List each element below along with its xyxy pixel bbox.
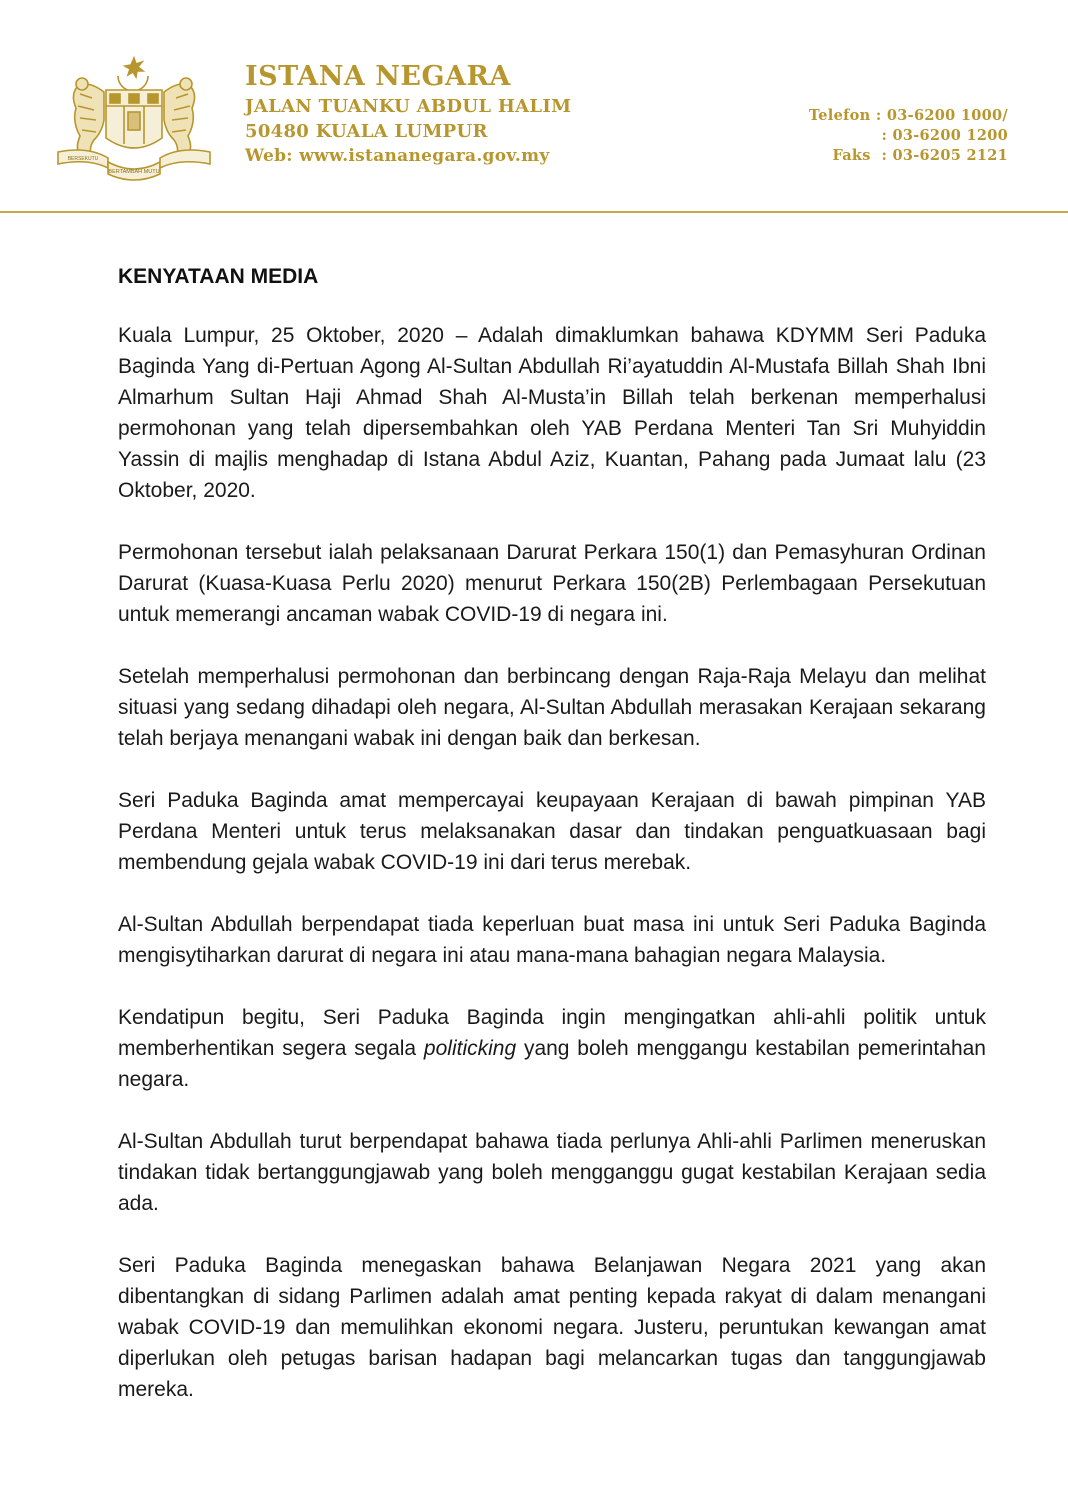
faks-line: Faks : 03-6205 2121 [832,147,1008,164]
paragraph-6-before: Kendatipun begitu, Seri Paduka Baginda ingin mengingatkan ahli-ahli politik untuk memberhentikan segera segala [118,1006,986,1060]
document-body [118,262,986,1436]
paragraph-7: Al-Sultan Abdullah turut berpendapat bahawa tiada perlunya Ahli-ahli Parlimen meneruskan tindakan tidak bertanggungjawab yang boleh mengganggu gugat kestabilan Kerajaan sedia ada. [118,1130,986,1215]
contact-block [809,106,1008,166]
paragraph-8: Seri Paduka Baginda menegaskan bahawa Belanjawan Negara 2021 yang akan dibentangkan di sidang Parlimen adalah amat penting kepada rakyat di dalam menangani wabak COVID-19 dan memulihkan ekonomi negara. Justeru, peruntukan kewangan amat diperlukan oleh petugas barisan hadapan bagi melancarkan tugas dan tanggungjawab mereka. [118,1254,986,1401]
coat-of-arms-icon [48,54,220,184]
organization-name: ISTANA NEGARA [245,61,511,92]
document-heading: KENYATAAN MEDIA [118,265,319,288]
paragraph-1: Kuala Lumpur, 25 Oktober, 2020 – Adalah dimaklumkan bahawa KDYMM Seri Paduka Baginda Yang di-Pertuan Agong Al-Sultan Abdullah Ri’ayatuddin Al-Mustafa Billah Shah Ibni Almarhum Sultan Haji Ahmad Shah Al-Musta’in Billah telah berkenan memperhalusi permohonan yang telah dipersembahkan oleh YAB Perdana Menteri Tan Sri Muhyiddin Yassin di majlis menghadap di Istana Abdul Aziz, Kuantan, Pahang pada Jumaat lalu (23 Oktober, 2020. [118,324,986,502]
crest-ribbon-left-text: BERSEKUTU [67,156,99,162]
letterhead [0,0,1068,214]
telefon-line-2: : 03-6200 1200 [881,127,1008,144]
organization-block [245,60,571,169]
paragraph-3: Setelah memperhalusi permohonan dan berbincang dengan Raja-Raja Melayu dan melihat situasi yang sedang dihadapi oleh negara, Al-Sultan Abdullah merasakan Kerajaan sekarang telah berjaya menangani wabak ini dengan baik dan berkesan. [118,665,986,750]
paragraph-2: Permohonan tersebut ialah pelaksanaan Darurat Perkara 150(1) dan Pemasyhuran Ordinan Darurat (Kuasa-Kuasa Perlu 2020) menurut Perkara 150(2B) Perlembagaan Persekutuan untuk memerangi ancaman wabak COVID-19 di negara ini. [118,541,986,626]
header-divider [0,211,1068,213]
paragraph-6-italic: politicking [423,1037,517,1060]
address-line-2: 50480 KUALA LUMPUR [245,121,488,142]
address-line-1: JALAN TUANKU ABDUL HALIM [245,96,572,117]
website-text: Web: www.istananegara.gov.my [245,146,550,166]
paragraph-6-after: yang boleh menggangu kestabilan pemerintahan negara. [118,1037,986,1091]
crest-ribbon-bottom-text: BERTAMBAH MUTU [108,169,160,175]
telefon-line-1: Telefon : 03-6200 1000/ [808,107,1008,124]
paragraph-4: Seri Paduka Baginda amat mempercayai keupayaan Kerajaan di bawah pimpinan YAB Perdana Menteri untuk terus melaksanakan dasar dan tindakan penguatkuasaan bagi membendung gejala wabak COVID-19 ini dari terus merebak. [118,789,986,874]
paragraph-6 [118,1002,986,1095]
paragraph-5: Al-Sultan Abdullah berpendapat tiada keperluan buat masa ini untuk Seri Paduka Baginda mengisytiharkan darurat di negara ini atau mana-mana bahagian negara Malaysia. [118,913,986,967]
